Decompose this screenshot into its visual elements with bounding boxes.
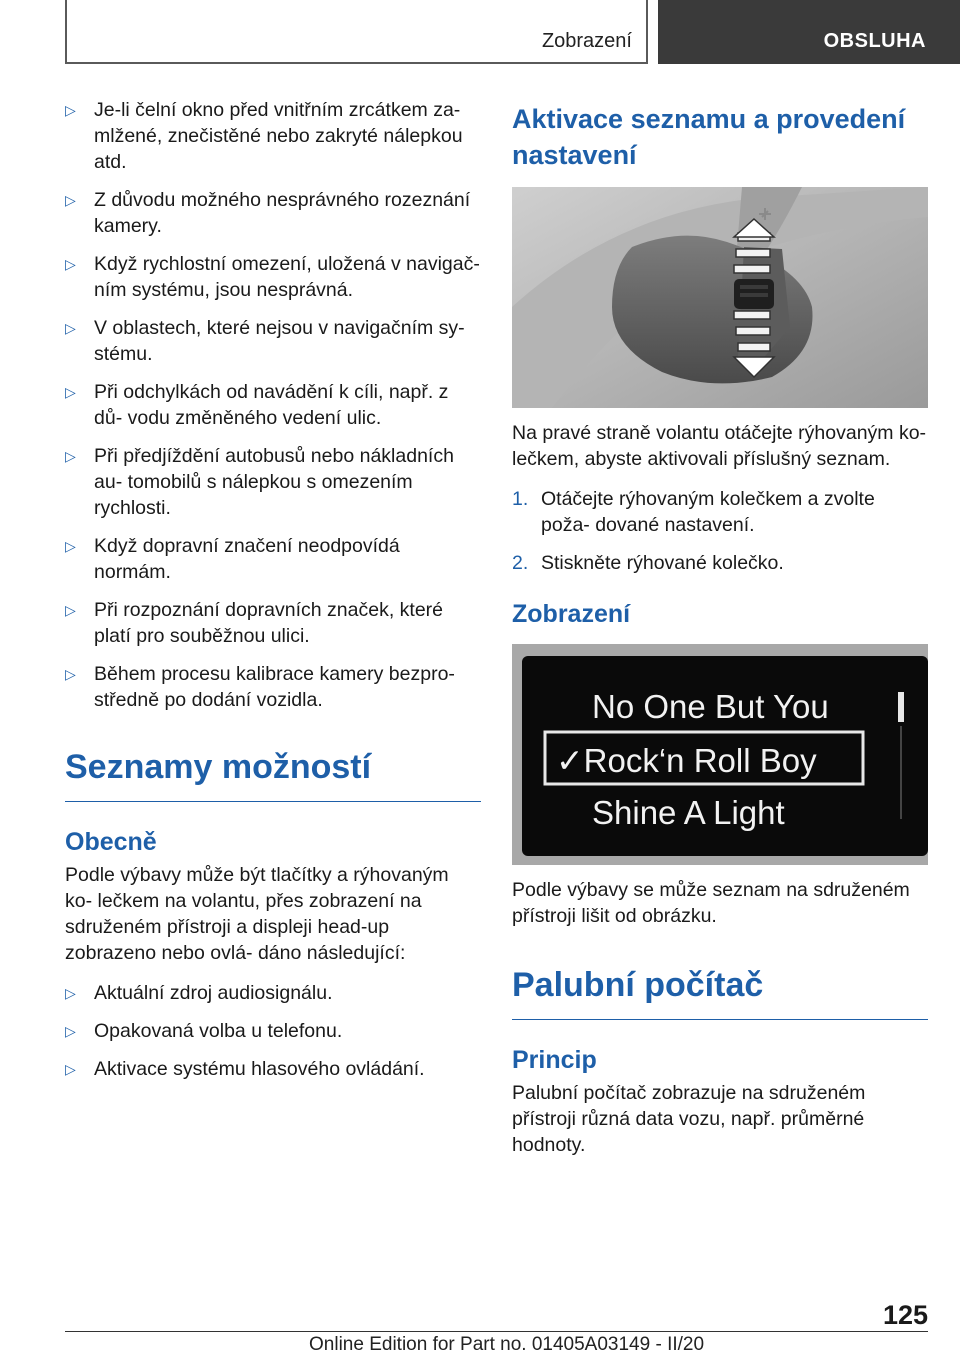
display-list-item-selected: ✓Rock‘n Roll Boy [556, 742, 817, 779]
list-item: ▷ Z důvodu možného nesprávného rozeznání kamery. [65, 189, 471, 237]
list-item: ▷ Při předjíždění autobusů nebo nákladních au‐ tomobilů s nálepkou s omezením rychlosti. [65, 445, 454, 519]
bullet-triangle-icon: ▷ [65, 538, 76, 554]
list-item: ▷ Při odchylkách od navádění k cíli, např. z dů‐ vodu změněného vedení ulic. [65, 381, 449, 429]
bullet-triangle-icon: ▷ [65, 666, 76, 682]
bullet-triangle-icon: ▷ [65, 602, 76, 618]
list-item: ▷ V oblastech, které nejsou v navigačním sy‐ stému. [65, 317, 465, 365]
princip-paragraph: Palubní počítač zobrazuje na sdruženém přístroji různá data vozu, např. průměrné hodnoty. [512, 1082, 866, 1156]
list-item: ▷ Při rozpoznání dopravních značek, které platí pro souběžnou ulici. [65, 599, 444, 647]
subheading-princip: Princip [512, 1046, 597, 1074]
subheading-aktivace: Aktivace seznamu a provedení nastavení [512, 104, 906, 170]
list-item: ▷ Opakovaná volba u telefonu. [65, 1020, 343, 1042]
obecne-paragraph: Podle výbavy může být tlačítky a rýhovaným ko‐ lečkem na volantu, přes zobrazení na sdruženém přístroji a displeji head-up zobrazeno nebo ovlá‐ dáno následující: [65, 864, 449, 964]
header-chapter-tab [658, 0, 960, 64]
aktivace-steps [512, 486, 928, 576]
footer-edition: Online Edition for Part no. 01405A03149 - II/20 [309, 1334, 705, 1355]
list-item: ▷ Když dopravní značení neodpovídá normám. [65, 535, 400, 583]
right-column [512, 97, 928, 1158]
left-column [65, 97, 481, 1094]
bullet-triangle-icon: ▷ [65, 1023, 76, 1039]
list-item: ▷ Je-li čelní okno před vnitřním zrcátkem za‐ mlžené, znečistěné nebo zakryté nálepkou atd. [65, 99, 463, 173]
aktivace-paragraph: Na pravé straně volantu otáčejte rýhovaným ko‐ lečkem, abyste aktivovali příslušný seznam. [512, 422, 927, 470]
display-illustration [512, 644, 928, 865]
bullet-triangle-icon: ▷ [65, 102, 76, 118]
subheading-zobrazeni: Zobrazení [512, 600, 631, 628]
bullet-triangle-icon: ▷ [65, 1061, 76, 1077]
limitations-list [65, 97, 481, 713]
bullet-triangle-icon: ▷ [65, 192, 76, 208]
bullet-triangle-icon: ▷ [65, 384, 76, 400]
header-chapter-label: OBSLUHA [823, 30, 926, 52]
bullet-triangle-icon: ▷ [65, 256, 76, 272]
list-item: ▷ Aktivace systému hlasového ovládání. [65, 1058, 425, 1080]
list-item: ▷ Aktuální zdroj audiosignálu. [65, 982, 333, 1004]
header-frame [65, 0, 648, 64]
obecne-list [65, 980, 481, 1082]
footer-divider [65, 1331, 928, 1332]
list-item: 1. Otáčejte rýhovaným kolečkem a zvolte poža‐ dované nastavení. [512, 488, 875, 536]
display-list-item: No One But You [592, 688, 829, 725]
section-heading-seznamy: Seznamy možností [65, 747, 481, 802]
bullet-triangle-icon: ▷ [65, 448, 76, 464]
section-heading-palubni: Palubní počítač [512, 965, 928, 1020]
page-number: 125 [882, 1300, 928, 1330]
display-list-item: Shine A Light [592, 794, 785, 831]
steering-wheel-thumbwheel-icon [512, 187, 928, 408]
bullet-triangle-icon: ▷ [65, 985, 76, 1001]
subheading-obecne: Obecně [65, 828, 157, 856]
bullet-triangle-icon: ▷ [65, 320, 76, 336]
header-section-title: Zobrazení [541, 30, 632, 52]
list-item: ▷ Během procesu kalibrace kamery bezpro‐ středně po dodání vozidla. [65, 663, 455, 711]
steering-wheel-illustration [512, 187, 928, 408]
list-item: 2. Stiskněte rýhované kolečko. [512, 552, 784, 574]
list-item: ▷ Když rychlostní omezení, uložená v navigač‐ ním systému, jsou nesprávná. [65, 253, 480, 301]
zobrazeni-paragraph: Podle výbavy se může seznam na sdruženém přístroji lišit od obrázku. [512, 879, 910, 927]
